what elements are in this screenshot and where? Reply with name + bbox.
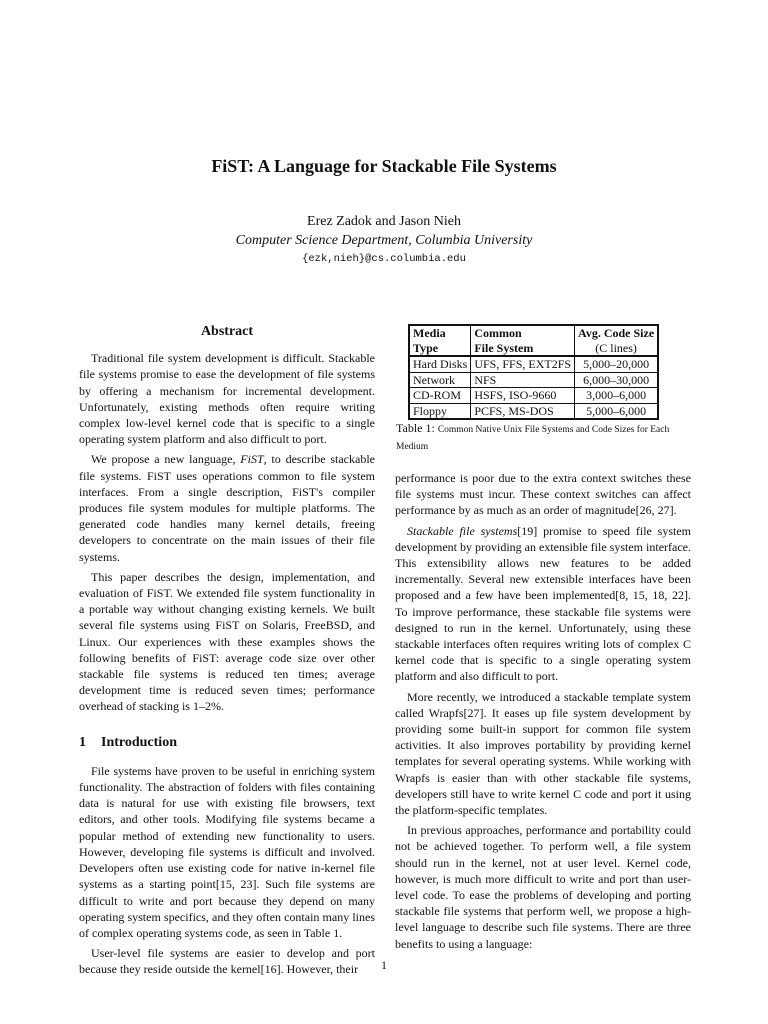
table-header-codesize: Avg. Code Size (C lines) — [575, 325, 659, 356]
table-header-filesystem: Common File System — [471, 325, 575, 356]
table-row — [409, 388, 658, 404]
table-row — [409, 356, 658, 372]
stackable-term: Stackable file systems — [407, 523, 518, 538]
intro-section-number: 1 — [79, 734, 86, 750]
table-caption-text: Common Native Unix File Systems and Code Sizes for Each Medium — [396, 425, 670, 452]
table-caption-label: Table 1: — [396, 421, 435, 435]
table-cell: 5,000–6,000 — [575, 403, 659, 419]
right-paragraph-4: In previous approaches, performance and portability could not be achieved together. To perform well, a file system should run in the kernel, not at user level. Kernel code, however, is much more difficult to write and port than user-level code. To ease the problems of developing and porting stackable file systems that perform well, we propose a high-level language to describe such file systems. There are three benefits to using a language: — [395, 823, 691, 951]
abstract-p2-suffix: , to describe stackable file systems. FiST uses operations common to file system interfaces. From a single description, FiST's compiler produces file system modules for multiple platforms. The generated code handles many kernel details, freeing developers to concentrate on the main issues of their file systems. — [79, 452, 375, 564]
left-column — [79, 324, 375, 982]
right-paragraph-3: More recently, we introduced a stackable template system called Wrapfs[27]. It eases up file system development by providing some built-in support for common file system activities. It also improves portability by providing kernel templates for several operating systems. While working with Wrapfs is easier than with other stackable file systems, developers still have to write kernel C code and port it using the platform-specific templates. — [395, 689, 691, 818]
fist-term: FiST — [240, 452, 264, 467]
table-caption — [396, 421, 692, 455]
table-cell: Hard Disks — [409, 356, 471, 372]
abstract-paragraph-2 — [79, 451, 375, 564]
abstract-heading: Abstract — [200, 324, 254, 339]
paper-affiliation: Computer Science Department, Columbia University — [235, 233, 533, 248]
abstract-paragraph-3: This paper describes the design, implementation, and evaluation of FiST. We extended file system functionality in a portable way without changing existing kernels. We built several file systems using FiST on Solaris, FreeBSD, and Linux. Our experiences with these examples shows the following benefits of FiST: average code size over other stackable file systems is reduced ten times; average development time is reduced seven times; performance overhead of stacking is 1–2%. — [79, 569, 375, 714]
table-cell: 3,000–6,000 — [575, 388, 659, 404]
intro-paragraph-2: User-level file systems are easier to develop and port because they reside outside the kernel[16]. However, their — [79, 946, 375, 977]
table-cell: 6,000–30,000 — [575, 372, 659, 388]
page-number: 1 — [381, 958, 387, 972]
paper-email: {ezk,nieh}@cs.columbia.edu — [302, 253, 466, 265]
table-cell: PCFS, MS-DOS — [471, 403, 575, 419]
right-p2-rest: [19] promise to speed file system development by providing an extensible file system interface. This extensibility allows new features to be added incrementally. Several new extensible interfaces have been proposed and a few have been implemented[8, 15, 18, 22]. To improve performance, these stackable file systems were designed to run in the kernel. Unfortunately, using these stackable interfaces often requires writing lots of complex C kernel code that is specific to a single operating system platform and also difficult to port. — [395, 523, 691, 684]
table-row — [409, 403, 658, 419]
table-cell: UFS, FFS, EXT2FS — [471, 356, 575, 372]
intro-heading — [79, 735, 375, 751]
intro-section-title: Introduction — [101, 734, 177, 750]
paper-title: FiST: A Language for Stackable File Systems — [211, 156, 557, 176]
right-paragraph-2 — [395, 523, 691, 685]
abstract-p2-prefix: We propose a new language, — [91, 452, 236, 467]
abstract-paragraph-1: Traditional file system development is difficult. Stackable file systems promise to ease the development of file systems by offering a mechanism for incremental development. Unfortunately, existing methods often require writing complex low-level kernel code that is specific to a single operating system platform and also difficult to port. — [79, 351, 375, 447]
table-cell: 5,000–20,000 — [575, 356, 659, 372]
table-header-media: Media Type — [409, 325, 471, 356]
table-cell: CD-ROM — [409, 388, 471, 404]
intro-paragraph-1: File systems have proven to be useful in enriching system functionality. The abstraction of folders with files containing data is natural for use with existing file browsers, text editors, and other tools. Modifying file systems became a popular method of extending new functionality to users. However, developing file systems is difficult and involved. Developers often use existing code for native in-kernel file systems as a starting point[15, 23]. Such file systems are difficult to write and port because they depend on many operating system specifics, and they often contain many lines of complex operating systems code, as seen in Table 1. — [79, 763, 375, 940]
right-paragraph-1: performance is poor due to the extra context switches these file systems must incur. These context switches can affect performance by as much as an order of magnitude[26, 27]. — [395, 471, 691, 518]
table-cell: HSFS, ISO-9660 — [471, 388, 575, 404]
paper-authors: Erez Zadok and Jason Nieh — [307, 214, 461, 229]
table-cell: Network — [409, 372, 471, 388]
code-size-table — [408, 324, 659, 420]
table-cell: NFS — [471, 372, 575, 388]
table-cell: Floppy — [409, 403, 471, 419]
table-row — [409, 372, 658, 388]
right-column — [395, 470, 691, 956]
